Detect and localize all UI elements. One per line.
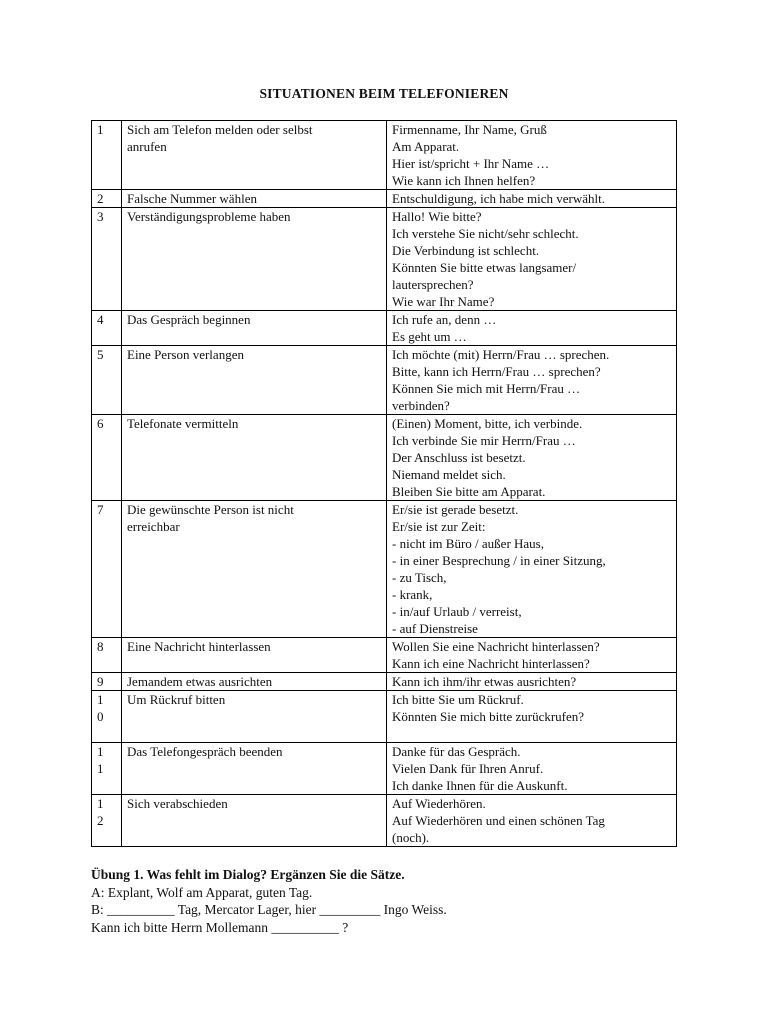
situation-cell-line: Das Telefongespräch beenden: [127, 744, 283, 759]
phrases-cell-line: Wie war Ihr Name?: [392, 294, 495, 309]
exercise-line: A: Explant, Wolf am Apparat, guten Tag.: [91, 884, 313, 900]
phrases-cell-line: Der Anschluss ist besetzt.: [392, 450, 526, 465]
row-number: [92, 673, 122, 691]
situation-cell-line: Jemandem etwas ausrichten: [127, 674, 273, 689]
row-number: [92, 638, 122, 673]
situation-cell-line: Sich verabschieden: [127, 796, 228, 811]
phrases-cell-line: Es geht um …: [392, 329, 467, 344]
phrases-cell-line: Entschuldigung, ich habe mich verwählt.: [392, 191, 606, 206]
phrases-cell-line: Kann ich eine Nachricht hinterlassen?: [392, 656, 590, 671]
exercise-line: B: __________ Tag, Mercator Lager, hier _________ Ingo Weiss.: [91, 902, 447, 917]
situation-cell: [122, 208, 387, 311]
phrases-cell-line: Die Verbindung ist schlecht.: [392, 243, 540, 258]
phrases-cell-line: Ich möchte (mit) Herrn/Frau … sprechen.: [392, 347, 610, 362]
phrases-cell-line: verbinden?: [392, 398, 450, 413]
row-number: [92, 346, 122, 415]
situation-cell-line: Eine Person verlangen: [127, 347, 244, 362]
phrases-cell-line: - krank,: [392, 587, 433, 602]
table-row: [92, 795, 677, 847]
row-number: [92, 190, 122, 208]
row-number: [92, 311, 122, 346]
phrases-cell-line: Könnten Sie bitte etwas langsamer/: [392, 260, 577, 275]
row-number: [92, 795, 122, 847]
exercise-section: [91, 866, 691, 936]
phrases-cell: [387, 743, 677, 795]
phrases-cell-line: - zu Tisch,: [392, 570, 447, 585]
situation-cell-line: Verständigungsprobleme haben: [127, 209, 291, 224]
table-row: [92, 208, 677, 311]
situation-cell: [122, 673, 387, 691]
table-row: [92, 190, 677, 208]
table-row: [92, 638, 677, 673]
phrases-cell-line: Auf Wiederhören.: [392, 796, 486, 811]
table-row: [92, 121, 677, 190]
situation-cell-line: erreichbar: [127, 519, 180, 534]
row-number-line: 1: [97, 796, 104, 811]
phrases-cell-line: Hallo! Wie bitte?: [392, 209, 482, 224]
table-row: [92, 311, 677, 346]
row-number: [92, 691, 122, 743]
phrases-cell-line: Könnten Sie mich bitte zurückrufen?: [392, 709, 585, 724]
row-number: [92, 501, 122, 638]
phrases-cell-line: lautersprechen?: [392, 277, 474, 292]
phrases-cell-line: (noch).: [392, 830, 430, 845]
row-number-line: 1: [97, 122, 104, 137]
phrases-cell: [387, 691, 677, 743]
phrases-cell-line: Wollen Sie eine Nachricht hinterlassen?: [392, 639, 600, 654]
phrases-cell: [387, 311, 677, 346]
phrases-cell-line: Können Sie mich mit Herrn/Frau …: [392, 381, 581, 396]
situation-cell: [122, 311, 387, 346]
table-row: [92, 501, 677, 638]
row-number: [92, 415, 122, 501]
phrases-cell: [387, 121, 677, 190]
phrases-cell-line: Ich bitte Sie um Rückruf.: [392, 692, 524, 707]
row-number-line: 1: [97, 761, 104, 776]
situation-cell: [122, 346, 387, 415]
phrases-cell-line: Er/sie ist zur Zeit:: [392, 519, 486, 534]
phrases-cell: [387, 638, 677, 673]
row-number-line: 6: [97, 416, 104, 431]
phrases-cell-line: Ich verbinde Sie mir Herrn/Frau …: [392, 433, 576, 448]
table-body: [92, 121, 677, 847]
row-number-line: 4: [97, 312, 104, 327]
phrases-cell-line: [392, 725, 671, 742]
row-number-line: 1: [97, 692, 104, 707]
phrases-cell-line: (Einen) Moment, bitte, ich verbinde.: [392, 416, 583, 431]
phrases-cell-line: Vielen Dank für Ihren Anruf.: [392, 761, 544, 776]
phrases-cell-line: Firmenname, Ihr Name, Gruß: [392, 122, 547, 137]
phrases-cell-line: Hier ist/spricht + Ihr Name …: [392, 156, 550, 171]
phrases-cell: [387, 673, 677, 691]
phrases-cell: [387, 501, 677, 638]
phrases-cell-line: Danke für das Gespräch.: [392, 744, 521, 759]
situation-cell-line: Eine Nachricht hinterlassen: [127, 639, 271, 654]
phrases-cell-line: Kann ich ihm/ihr etwas ausrichten?: [392, 674, 577, 689]
exercise-line: Kann ich bitte Herrn Mollemann __________ ?: [91, 919, 349, 935]
situation-cell: [122, 638, 387, 673]
row-number-line: 2: [97, 191, 104, 206]
phrases-cell-line: Bleiben Sie bitte am Apparat.: [392, 484, 546, 499]
phrases-cell-line: - nicht im Büro / außer Haus,: [392, 536, 544, 551]
situation-cell-line: Falsche Nummer wählen: [127, 191, 257, 206]
phrases-cell-line: Am Apparat.: [392, 139, 460, 154]
phrases-cell-line: Niemand meldet sich.: [392, 467, 506, 482]
situation-cell: [122, 691, 387, 743]
table-row: [92, 673, 677, 691]
row-number-line: 5: [97, 347, 104, 362]
phrases-cell-line: Wie kann ich Ihnen helfen?: [392, 173, 536, 188]
phrases-cell-line: Ich verstehe Sie nicht/sehr schlecht.: [392, 226, 579, 241]
row-number-line: 8: [97, 639, 104, 654]
page-title: SITUATIONEN BEIM TELEFONIEREN: [259, 86, 509, 101]
table-row: [92, 743, 677, 795]
row-number: [92, 208, 122, 311]
table-row: [92, 415, 677, 501]
phrases-cell-line: - in/auf Urlaub / verreist,: [392, 604, 522, 619]
table-row: [92, 691, 677, 743]
situation-cell: [122, 501, 387, 638]
situation-cell: [122, 190, 387, 208]
situation-cell: [122, 743, 387, 795]
phrases-cell-line: Er/sie ist gerade besetzt.: [392, 502, 519, 517]
situation-cell: [122, 121, 387, 190]
phrases-cell-line: - in einer Besprechung / in einer Sitzung,: [392, 553, 606, 568]
phrases-cell-line: Bitte, kann ich Herrn/Frau … sprechen?: [392, 364, 601, 379]
exercise-title: Übung 1. Was fehlt im Dialog? Ergänzen Sie die Sätze.: [91, 867, 405, 882]
table-row: [92, 346, 677, 415]
situation-cell-line: Telefonate vermitteln: [127, 416, 239, 431]
row-number-line: 9: [97, 674, 104, 689]
phrases-cell: [387, 346, 677, 415]
phrases-cell-line: - auf Dienstreise: [392, 621, 478, 636]
row-number-line: 2: [97, 813, 104, 828]
situation-cell: [122, 795, 387, 847]
situation-cell-line: Das Gespräch beginnen: [127, 312, 251, 327]
situation-cell: [122, 415, 387, 501]
phrases-cell-line: Auf Wiederhören und einen schönen Tag: [392, 813, 605, 828]
phrases-cell: [387, 208, 677, 311]
row-number-line: 1: [97, 744, 104, 759]
phrases-table: [91, 120, 677, 847]
row-number-line: 3: [97, 209, 104, 224]
situation-cell-line: Sich am Telefon melden oder selbst: [127, 122, 313, 137]
situation-cell-line: Um Rückruf bitten: [127, 692, 226, 707]
situation-cell-line: anrufen: [127, 139, 167, 154]
row-number-line: 0: [97, 709, 104, 724]
phrases-cell: [387, 415, 677, 501]
phrases-cell-line: Ich danke Ihnen für die Auskunft.: [392, 778, 568, 793]
row-number: [92, 743, 122, 795]
row-number: [92, 121, 122, 190]
phrases-cell: [387, 190, 677, 208]
phrases-cell-line: Ich rufe an, denn …: [392, 312, 497, 327]
situation-cell-line: Die gewünschte Person ist nicht: [127, 502, 294, 517]
row-number-line: 7: [97, 502, 104, 517]
phrases-cell: [387, 795, 677, 847]
